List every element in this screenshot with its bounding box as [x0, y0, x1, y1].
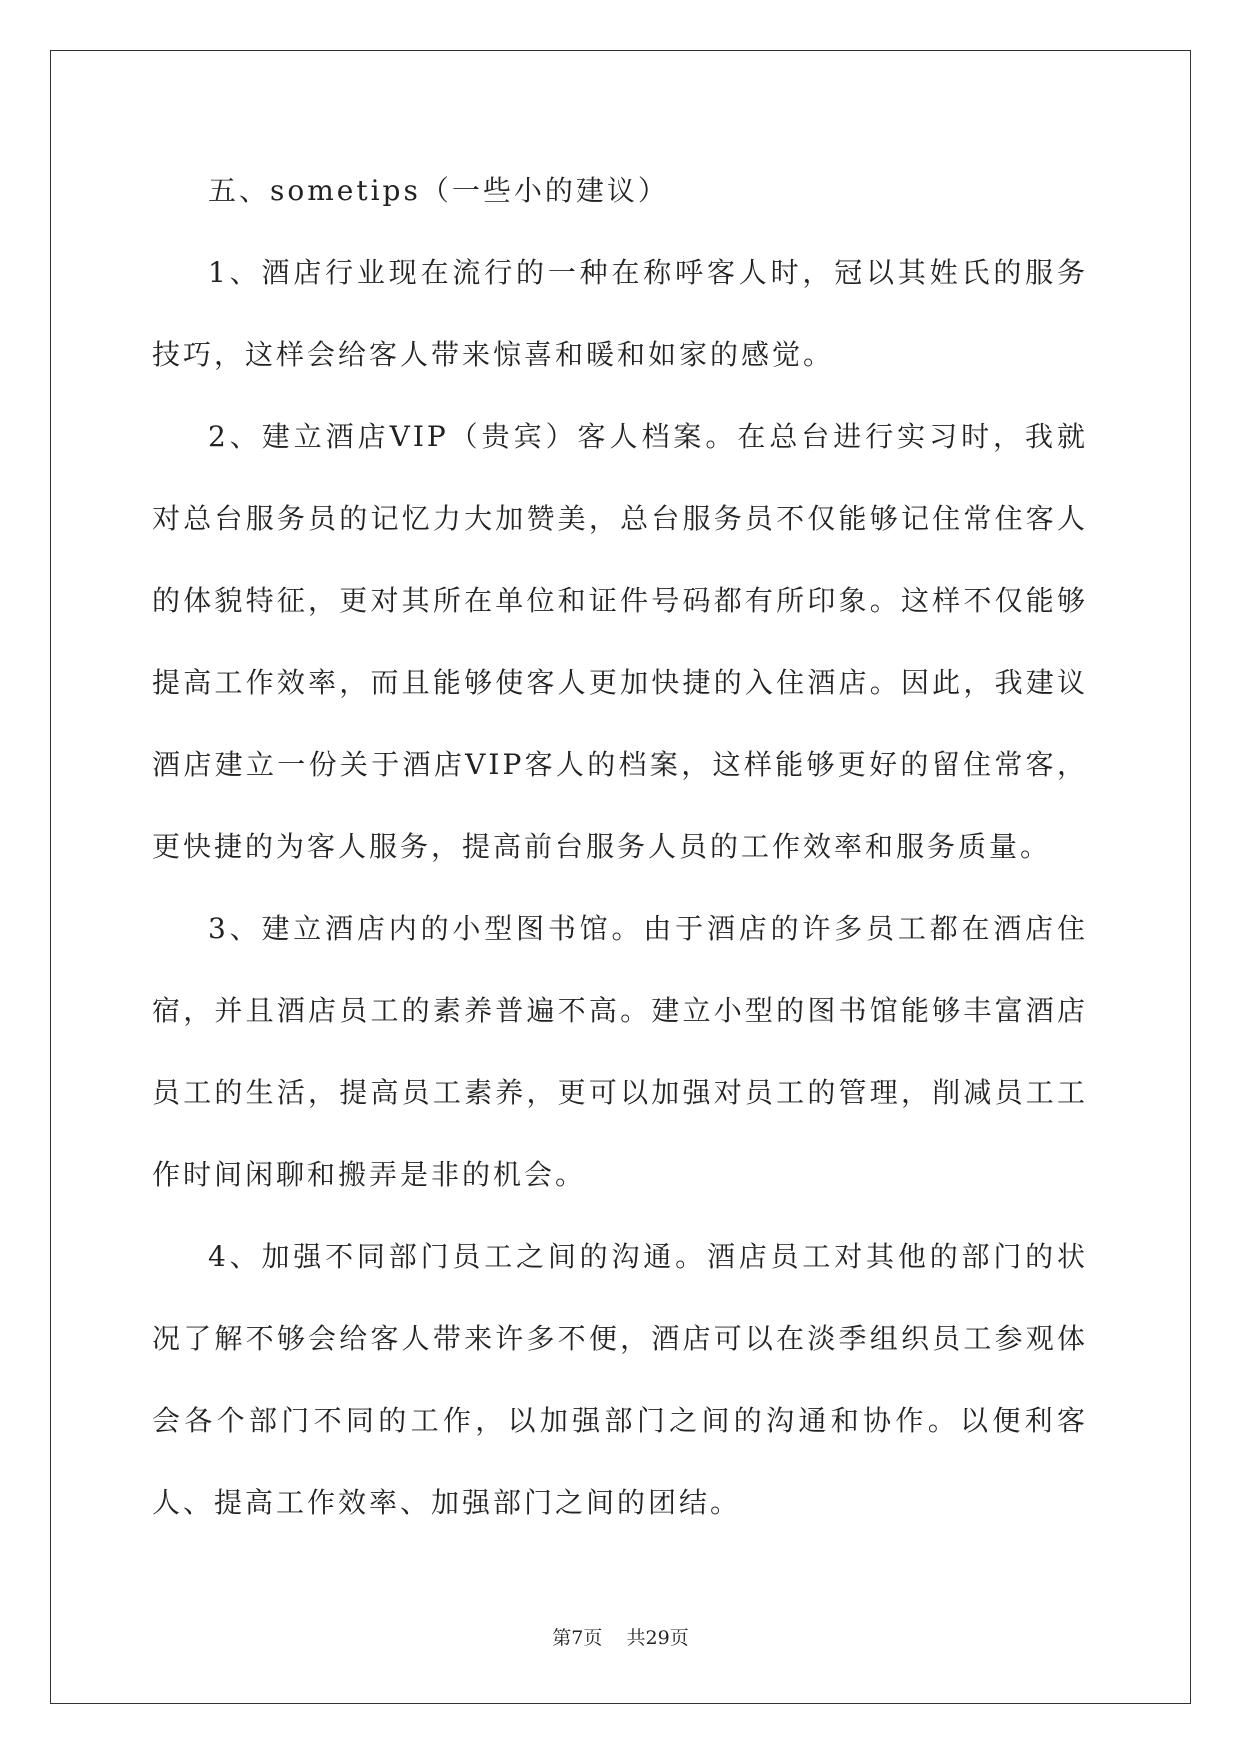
total-pages: 共29页: [626, 1627, 689, 1649]
paragraph-tip-2: 2、建立酒店VIP（贵宾）客人档案。在总台进行实习时，我就对总台服务员的记忆力大加赞美，总台服务员不仅能够记住常住客人的体貌特征，更对其所在单位和证件号码都有所印象。这样不仅能够提高工作效率，而且能够使客人更加快捷的入住酒店。因此，我建议酒店建立一份关于酒店VIP客人的档案，这样能够更好的留住常客，更快捷的为客人服务，提高前台服务人员的工作效率和服务质量。: [152, 420, 1088, 863]
paragraph-tip-1: 1、酒店行业现在流行的一种在称呼客人时，冠以其姓氏的服务技巧，这样会给客人带来惊喜和暖和如家的感觉。: [152, 256, 1088, 371]
page-footer: [0, 1623, 1241, 1650]
document-body: [152, 150, 1088, 1544]
paragraph-tip-4: 4、加强不同部门员工之间的沟通。酒店员工对其他的部门的状况了解不够会给客人带来许多不便，酒店可以在淡季组织员工参观体会各个部门不同的工作，以加强部门之间的沟通和协作。以便利客人、提高工作效率、加强部门之间的团结。: [152, 1240, 1088, 1519]
section-heading: 五、sometips（一些小的建议）: [208, 174, 669, 207]
paragraph-tip-3: 3、建立酒店内的小型图书馆。由于酒店的许多员工都在酒店住宿，并且酒店员工的素养普遍不高。建立小型的图书馆能够丰富酒店员工的生活，提高员工素养，更可以加强对员工的管理，削减员工工作时间闲聊和搬弄是非的机会。: [152, 912, 1088, 1191]
page-number: 第7页: [552, 1627, 603, 1649]
